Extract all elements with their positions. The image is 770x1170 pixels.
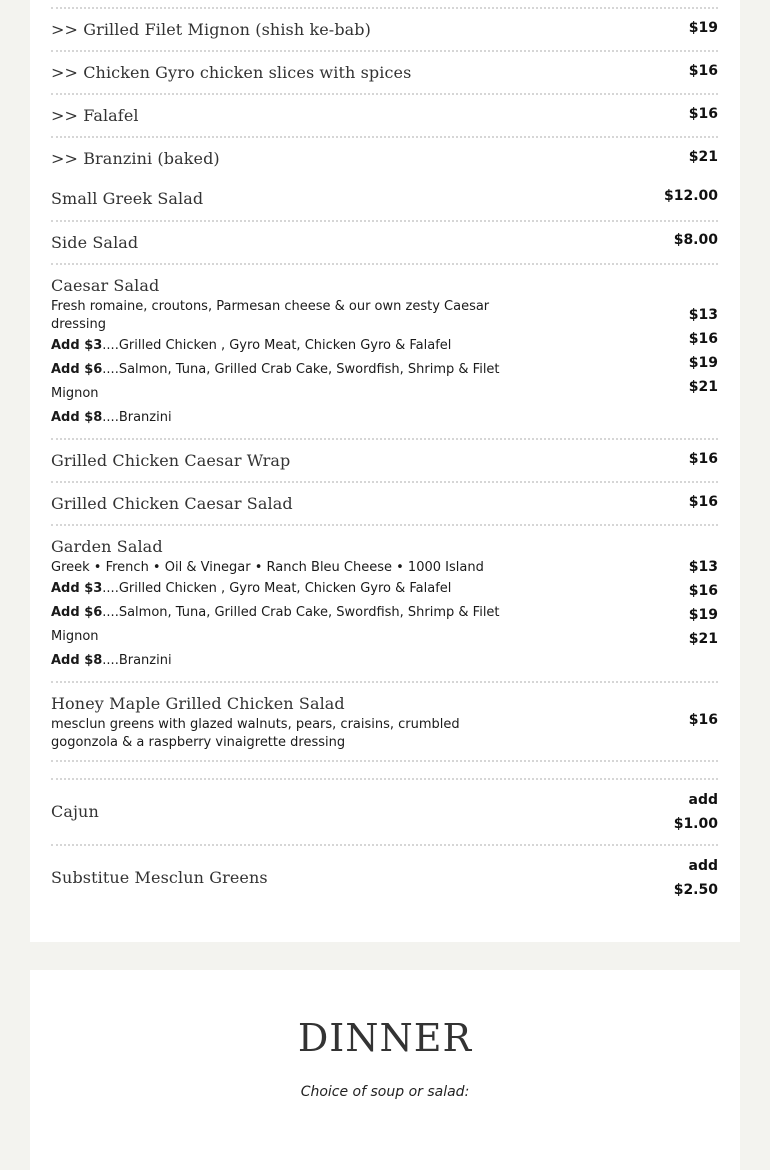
add-on-line [51, 334, 511, 358]
menu-item-chicken-gyro [51, 50, 718, 94]
add-on-line [51, 358, 511, 406]
add-on-line [51, 601, 511, 649]
menu-item-mesclun-greens [51, 844, 718, 910]
add-on-label: Add $8 [51, 653, 103, 668]
item-price: $13 [688, 559, 718, 575]
add-on-label: Add $3 [51, 581, 103, 596]
menu-item-falafel [51, 93, 718, 137]
item-price: $1.00 [673, 816, 718, 832]
item-name: Cajun [51, 802, 99, 821]
menu-item-honey-maple-salad [51, 681, 718, 761]
item-price: $21 [688, 379, 718, 395]
item-name: >> Falafel [51, 106, 139, 125]
add-on-text: ....Branzini [102, 410, 172, 425]
item-name: >> Grilled Filet Mignon (shish ke-bab) [51, 20, 371, 39]
add-on-label: Add $8 [51, 410, 103, 425]
item-name: >> Branzini (baked) [51, 149, 220, 168]
item-price: $19 [688, 355, 718, 371]
item-name: Side Salad [51, 233, 139, 252]
item-name: Garden Salad [51, 537, 163, 556]
item-description: Fresh romaine, croutons, Parmesan cheese & our own zesty Caesar dressing [51, 299, 490, 332]
item-price: $16 [688, 63, 718, 79]
item-price: $2.50 [673, 882, 718, 898]
menu-item-caesar-wrap [51, 438, 718, 482]
item-name: Substitue Mesclun Greens [51, 868, 268, 887]
item-price-list [658, 854, 718, 902]
item-price: $19 [688, 607, 718, 623]
item-price: $19 [688, 20, 718, 36]
item-name: Grilled Chicken Caesar Wrap [51, 451, 291, 470]
menu-item-cajun [51, 778, 718, 844]
menu-item-caesar-salad-chicken [51, 481, 718, 525]
price-add-label: add [688, 858, 718, 874]
item-price: $16 [688, 583, 718, 599]
item-name: Grilled Chicken Caesar Salad [51, 494, 293, 513]
item-description: mesclun greens with glazed walnuts, pears, craisins, crumbled gogonzola & a raspberry vinaigrette dressing [51, 717, 460, 750]
menu-item-filet-mignon [51, 7, 718, 51]
menu-item-caesar-salad [51, 263, 718, 438]
section-subtitle: Choice of soup or salad: [300, 1084, 470, 1100]
item-price: $21 [688, 149, 718, 165]
item-price: $12.00 [663, 188, 718, 204]
add-on-text: ....Grilled Chicken , Gyro Meat, Chicken Gyro & Falafel [102, 338, 452, 353]
item-price: $16 [688, 106, 718, 122]
menu-item-small-greek-salad [51, 179, 718, 219]
add-on-text: ....Salmon, Tuna, Grilled Crab Cake, Swordfish, Shrimp & Filet Mignon [51, 605, 500, 644]
item-price: $16 [688, 451, 718, 467]
item-price-list [658, 555, 718, 651]
item-price: $13 [688, 307, 718, 323]
item-price-list [658, 788, 718, 836]
add-on-line [51, 406, 511, 430]
item-price: $16 [688, 712, 718, 728]
add-on-line [51, 577, 511, 601]
add-on-text: ....Branzini [102, 653, 172, 668]
add-on-text: ....Salmon, Tuna, Grilled Crab Cake, Swordfish, Shrimp & Filet Mignon [51, 362, 500, 401]
add-on-label: Add $6 [51, 605, 103, 620]
dinner-section-card [30, 970, 740, 1170]
item-description: Greek • French • Oil & Vinegar • Ranch Bleu Cheese • 1000 Island [51, 560, 484, 575]
item-name: Caesar Salad [51, 276, 160, 295]
divider [51, 760, 718, 778]
add-on-line [51, 649, 511, 673]
item-name: >> Chicken Gyro chicken slices with spices [51, 63, 412, 82]
price-add-label: add [688, 792, 718, 808]
item-price: $8.00 [673, 232, 718, 248]
add-on-text: ....Grilled Chicken , Gyro Meat, Chicken Gyro & Falafel [102, 581, 452, 596]
item-name: Small Greek Salad [51, 189, 204, 208]
item-price-list [658, 303, 718, 399]
item-price: $21 [688, 631, 718, 647]
item-price: $16 [688, 494, 718, 510]
menu-item-garden-salad [51, 524, 718, 682]
item-name: Honey Maple Grilled Chicken Salad [51, 694, 345, 713]
add-on-label: Add $3 [51, 338, 103, 353]
item-price: $16 [688, 331, 718, 347]
section-title: DINNER [297, 1016, 473, 1060]
menu-section-card [30, 0, 740, 942]
menu-item-side-salad [51, 220, 718, 264]
add-on-label: Add $6 [51, 362, 103, 377]
menu-item-branzini [51, 136, 718, 180]
